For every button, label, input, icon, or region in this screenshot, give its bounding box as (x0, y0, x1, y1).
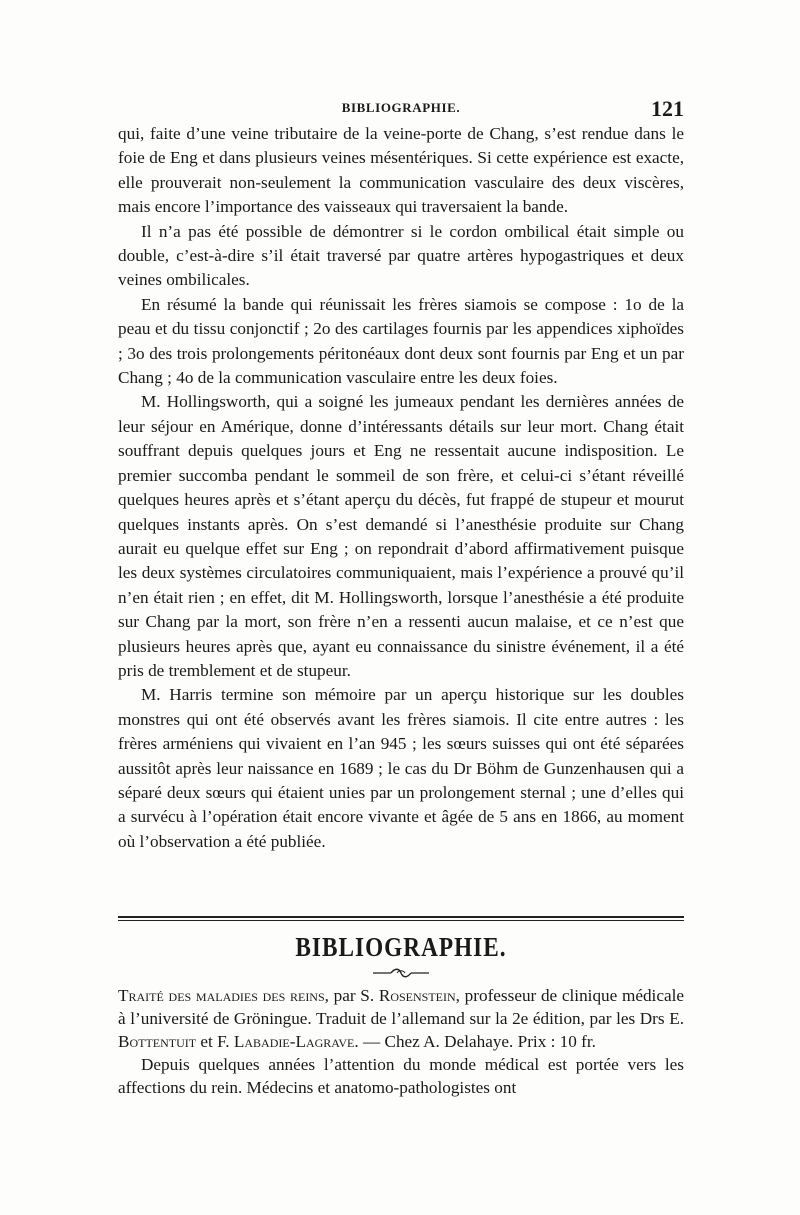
paragraph: Il n’a pas été possible de démontrer si le cordon ombilical était simple ou double, c’est-à-dire s’il était traversé par quatre artères hypogastriques et deux veines ombilicales. (118, 221, 684, 290)
translator-2: Labadie-Lagrave (233, 1032, 355, 1051)
paragraph: En résumé la bande qui réunissait les frères siamois se compose : 1o de la peau et du tissu conjonctif ; 2o des cartilages fournis par les appendices xiphoïdes ; 3o des trois prolongements péritonéaux dont deux sont fournis par Eng et un par Chang ; 4o de la communication vasculaire entre les deux foies. (118, 294, 684, 388)
running-title: BIBLIOGRAPHIE. (341, 100, 461, 115)
section-divider (118, 916, 684, 918)
review-opening: Depuis quelques années l’attention du monde médical est portée vers les affections du rein. Médecins et anatomo-pathologistes ont (118, 1055, 684, 1097)
book-entry-header (118, 984, 684, 1053)
paragraph: M. Harris termine son mémoire par un aperçu historique sur les doubles monstres qui ont été observés avant les frères siamois. Il cite entre autres : les frères arméniens qui vivaient en l’an 945 ; les sœurs suisses qui ont été séparées aussitôt après leur naissance en 1689 ; le cas du Dr Böhm de Gunzenhausen qui a séparé deux sœurs qui étaient unies par un prolongement sternal ; une d’elles qui a survécu à l’opération était encore vivante et âgée de 5 ans en 1866, au moment où l’observation a été publiée. (118, 685, 684, 851)
paragraph: qui, faite d’une veine tributaire de la veine-porte de Chang, s’est rendue dans le foie de Eng et dans plusieurs veines mésentériques. Si cette expérience est exacte, elle prouverait non-seulement la communication vasculaire des deux viscères, mais encore l’importance des vaisseaux qui traversaient la bande. (118, 124, 684, 217)
book-title: Traité des maladies des reins (118, 986, 325, 1005)
book-review (118, 984, 684, 1099)
article-body (118, 122, 684, 854)
book-author: Rosenstein (378, 986, 456, 1005)
and-text: et F. (196, 1032, 234, 1051)
author-description: , professeur de clinique médicale à l’université de Gröningue. Traduit de l’allemand sur la 2e édition, par les Drs (118, 986, 684, 1028)
running-head (118, 96, 684, 122)
page-number: 121 (651, 96, 684, 121)
translator-1: E. Bottentuit (118, 1009, 684, 1051)
ornament-flourish (371, 966, 431, 980)
publisher-info: . — Chez A. Delahaye. Prix : 10 fr. (354, 1032, 596, 1051)
by-text: , par S. (324, 986, 379, 1005)
section-title: BIBLIOGRAPHIE. (295, 932, 507, 962)
paragraph: M. Hollingsworth, qui a soigné les jumeaux pendant les dernières années de leur séjour en Amérique, donne d’intéressants détails sur leur mort. Chang était souffrant depuis quelques jours et Eng ne ressentait aucune indisposition. Le premier succomba pendant le sommeil de son frère, et celui-ci s’étant réveillé quelques heures après et s’étant aperçu du décès, fut frappé de stupeur et mourut quelques instants après. On s’est demandé si l’anesthésie produite sur Chang aurait eu quelque effet sur Eng ; on repondrait d’abord affirmativement puisque les deux systèmes circulatoires communiquaient, mais l’expérience a prouvé qu’il n’en était rien ; en effet, dit M. Hollingsworth, lorsque l’anesthésie a été produite sur Chang par la mort, son frère n’en a ressenti aucun malaise, et ce n’est que plusieurs heures après que, ayant eu connaissance du sinistre événement, il a été pris de tremblement et de stupeur. (118, 392, 684, 680)
